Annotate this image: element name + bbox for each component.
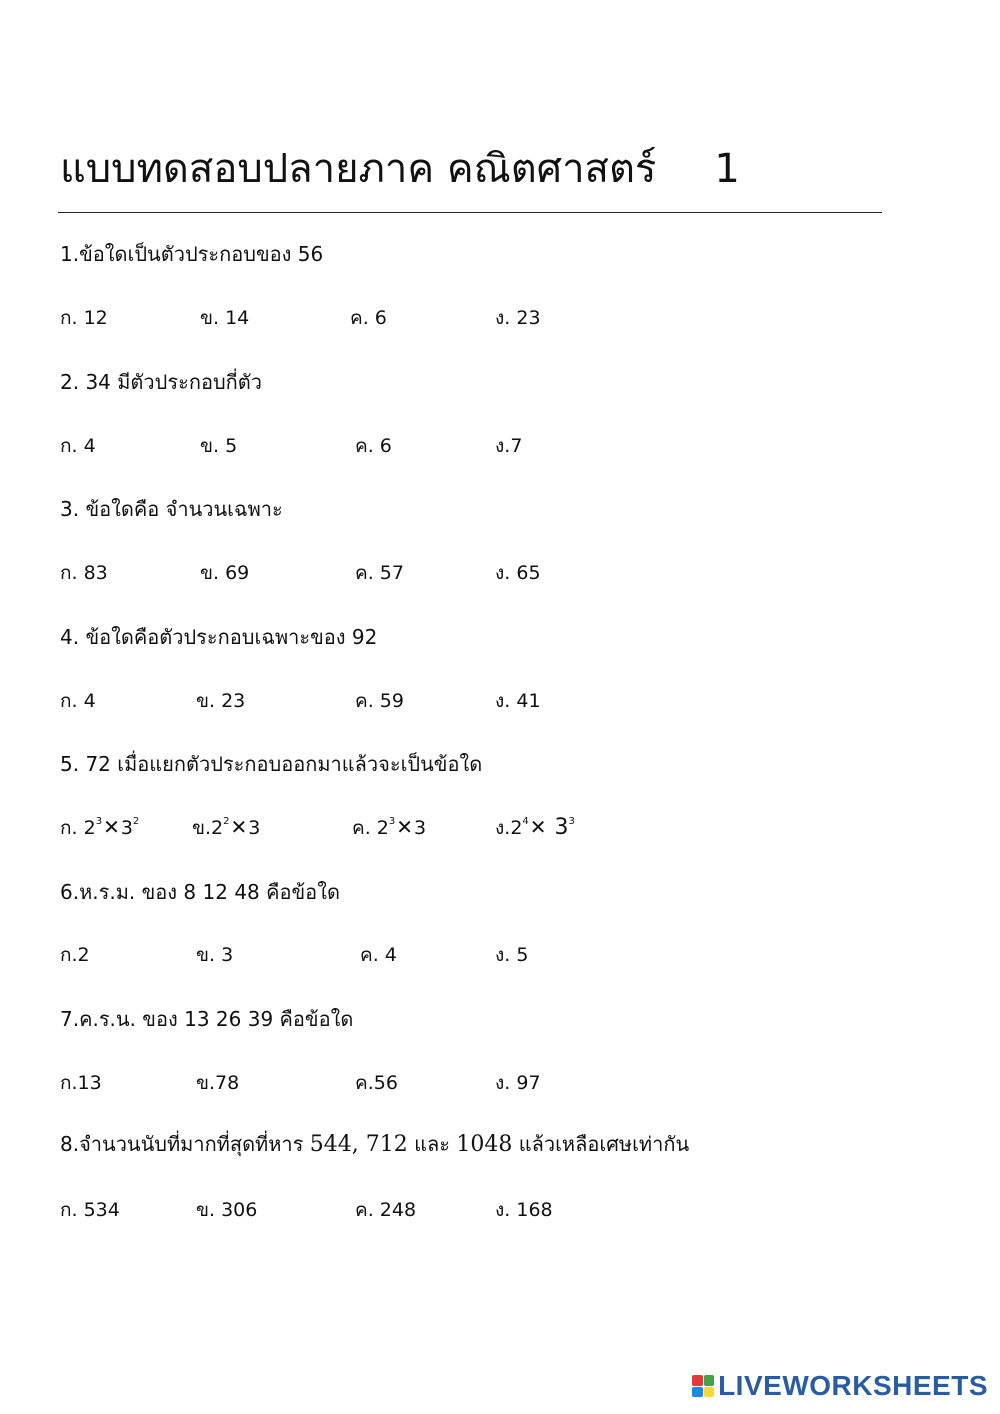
base: 2	[83, 817, 96, 839]
liveworksheets-logo[interactable]	[692, 1370, 988, 1402]
base: 3	[120, 817, 133, 839]
base: 3	[554, 815, 569, 840]
q7-option-a[interactable]: ก.13	[60, 1072, 102, 1094]
times-sign: ✕	[529, 815, 554, 839]
q8-option-a[interactable]: ก. 534	[60, 1199, 120, 1221]
q4-option-a[interactable]: ก. 4	[60, 690, 96, 712]
numbers: 544, 712	[309, 1132, 408, 1157]
title-text: แบบทดสอบปลายภาค คณิตศาสตร์	[60, 146, 657, 192]
exponent: 2	[223, 816, 230, 827]
q1-option-b[interactable]: ข. 14	[200, 307, 250, 329]
q8-option-d[interactable]: ง. 168	[495, 1199, 553, 1221]
q3-option-b[interactable]: ข. 69	[200, 562, 250, 584]
number: 1048	[456, 1132, 513, 1157]
question-text: แล้วเหลือเศษเท่ากัน	[512, 1132, 690, 1156]
question-4: 4. ข้อใดคือตัวประกอบเฉพาะของ 92	[60, 625, 378, 649]
q4-option-b[interactable]: ข. 23	[196, 690, 246, 712]
times-sign: ✕	[103, 815, 120, 839]
question-1: 1.ข้อใดเป็นตัวประกอบของ 56	[60, 242, 324, 266]
q5-option-a[interactable]	[60, 813, 139, 843]
option-label: ค.	[352, 817, 377, 839]
q3-option-a[interactable]: ก. 83	[60, 562, 108, 584]
logo-icon	[692, 1375, 714, 1397]
title-number: 1	[714, 146, 740, 192]
exponent: 4	[522, 816, 529, 827]
q2-option-a[interactable]: ก. 4	[60, 435, 96, 457]
question-text: และ	[407, 1132, 457, 1156]
exponent: 2	[132, 816, 140, 827]
base: 3	[414, 817, 427, 839]
q4-option-d[interactable]: ง. 41	[495, 690, 541, 712]
q2-option-b[interactable]: ข. 5	[200, 435, 238, 457]
q5-option-d[interactable]	[495, 813, 575, 843]
question-8	[60, 1128, 689, 1160]
q2-option-d[interactable]: ง.7	[495, 435, 523, 457]
q8-option-c[interactable]: ค. 248	[355, 1199, 417, 1221]
q7-option-d[interactable]: ง. 97	[495, 1072, 541, 1094]
question-text: 8.จำนวนนับที่มากที่สุดที่หาร	[60, 1132, 310, 1156]
base: 2	[211, 817, 224, 839]
exponent: 3	[95, 816, 103, 827]
title-divider	[58, 212, 882, 213]
q6-option-d[interactable]: ง. 5	[495, 944, 529, 966]
base: 2	[510, 817, 523, 839]
q3-option-c[interactable]: ค. 57	[355, 562, 404, 584]
question-7: 7.ค.ร.น. ของ 13 26 39 คือข้อใด	[60, 1007, 354, 1031]
exponent: 3	[388, 816, 396, 827]
q1-option-c[interactable]: ค. 6	[350, 307, 387, 329]
option-label: ก.	[60, 817, 84, 839]
exponent: 3	[568, 816, 575, 827]
option-label: ข.	[192, 817, 212, 839]
q5-option-c[interactable]	[352, 813, 426, 843]
q7-option-b[interactable]: ข.78	[196, 1072, 240, 1094]
page-title	[60, 136, 740, 200]
option-label: ง.	[495, 817, 511, 839]
question-5: 5. 72 เมื่อแยกตัวประกอบออกมาแล้วจะเป็นข้อใด	[60, 752, 483, 776]
q3-option-d[interactable]: ง. 65	[495, 562, 541, 584]
q2-option-c[interactable]: ค. 6	[355, 435, 392, 457]
q8-option-b[interactable]: ข. 306	[196, 1199, 258, 1221]
q6-option-b[interactable]: ข. 3	[196, 944, 234, 966]
question-3: 3. ข้อใดคือ จำนวนเฉพาะ	[60, 497, 283, 521]
q1-option-a[interactable]: ก. 12	[60, 307, 108, 329]
base: 2	[376, 817, 389, 839]
q7-option-c[interactable]: ค.56	[355, 1072, 398, 1094]
question-6: 6.ห.ร.ม. ของ 8 12 48 คือข้อใด	[60, 880, 340, 904]
q6-option-a[interactable]: ก.2	[60, 944, 90, 966]
question-2: 2. 34 มีตัวประกอบกี่ตัว	[60, 370, 262, 394]
times-sign: ✕	[230, 815, 248, 839]
q4-option-c[interactable]: ค. 59	[355, 690, 404, 712]
logo-text: LIVEWORKSHEETS	[718, 1370, 988, 1401]
q6-option-c[interactable]: ค. 4	[360, 944, 397, 966]
base: 3	[248, 817, 261, 839]
times-sign: ✕	[396, 815, 414, 839]
q5-option-b[interactable]	[192, 813, 260, 843]
q1-option-d[interactable]: ง. 23	[495, 307, 541, 329]
